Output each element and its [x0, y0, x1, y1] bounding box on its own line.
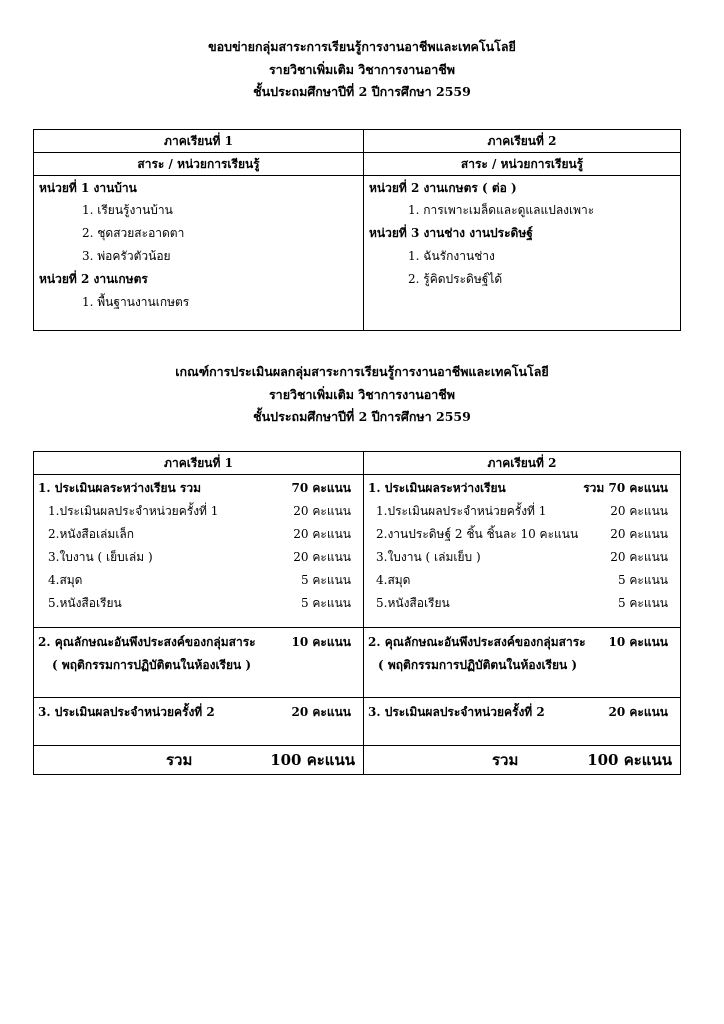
scope-term1-subheader: สาระ / หน่วยการเรียนรู้ [34, 153, 364, 176]
term1-attributes-section [34, 628, 363, 697]
scope-term2-subheader: สาระ / หน่วยการเรียนรู้ [364, 153, 681, 176]
lesson-item: 1. การเพาะเมล็ดและดูแลแปลงเพาะ [408, 203, 595, 217]
term2-total-row [364, 746, 680, 774]
criteria-item-label: 1.ประเมินผลประจำหน่วยครั้งที่ 1 [48, 504, 219, 518]
total-label: รวม [166, 751, 193, 769]
scope-title-line2: รายวิชาเพิ่มเติม วิชาการงานอาชีพ [268, 61, 456, 77]
scope-table [33, 129, 681, 331]
section-title: 3. ประเมินผลประจำหน่วยครั้งที่ 2 [38, 705, 215, 719]
section-score: 10 คะแนน [291, 635, 351, 649]
criteria-table [33, 451, 681, 775]
section-title: 1. ประเมินผลระหว่างเรียน [368, 481, 506, 495]
criteria-item-score: 5 คะแนน [617, 596, 668, 610]
term1-total-row [34, 746, 363, 774]
criteria-term1-header: ภาคเรียนที่ 1 [34, 452, 364, 475]
term2-attributes-section [364, 628, 680, 697]
criteria-item-score: 20 คะแนน [293, 527, 351, 541]
criteria-item-label: 3.ใบงาน ( เย็บเล่ม ) [48, 550, 153, 564]
criteria-title-line3: ชั้นประถมศึกษาปีที่ 2 ปีการศึกษา 2559 [253, 409, 471, 424]
criteria-item-label: 3.ใบงาน ( เล่มเย็บ ) [376, 550, 481, 564]
unit-heading: หน่วยที่ 3 งานช่าง งานประดิษฐ์ [369, 226, 533, 240]
criteria-item-score: 5 คะแนน [617, 573, 668, 587]
criteria-title-line1: เกณฑ์การประเมินผลกลุ่มสาระการเรียนรู้การงานอาชีพและเทคโนโลยี [175, 364, 549, 379]
criteria-item-score: 5 คะแนน [300, 573, 351, 587]
criteria-item-label: 1.ประเมินผลประจำหน่วยครั้งที่ 1 [376, 504, 547, 518]
scope-title [0, 36, 724, 104]
criteria-item-score: 20 คะแนน [610, 504, 668, 518]
term2-unit-test-section [364, 698, 680, 745]
section-score: 70 คะแนน [291, 481, 351, 495]
total-label: รวม [492, 751, 519, 769]
criteria-item-score: 5 คะแนน [300, 596, 351, 610]
criteria-item-label: 2.หนังสือเล่มเล็ก [48, 527, 135, 541]
criteria-title-line2: รายวิชาเพิ่มเติม วิชาการงานอาชีพ [268, 386, 456, 402]
unit-heading: หน่วยที่ 1 งานบ้าน [39, 181, 137, 195]
unit-heading: หน่วยที่ 2 งานเกษตร [39, 272, 148, 286]
section-subtitle: ( พฤติกรรมการปฏิบัติตนในห้องเรียน ) [52, 658, 252, 672]
total-score: 100 คะแนน [270, 751, 355, 769]
lesson-item: 3. พ่อครัวตัวน้อย [82, 249, 171, 263]
total-score: 100 คะแนน [587, 751, 672, 769]
criteria-item-label: 4.สมุด [48, 573, 83, 587]
scope-term2-header: ภาคเรียนที่ 2 [364, 130, 681, 153]
section-score: 20 คะแนน [608, 705, 668, 719]
criteria-item-label: 4.สมุด [376, 573, 411, 587]
lesson-item: 2. ชุดสวยสะอาดตา [82, 226, 185, 240]
term1-unit-test-section [34, 698, 363, 745]
term2-formative-section [364, 475, 680, 627]
section-title: 2. คุณลักษณะอันพึงประสงค์ของกลุ่มสาระ [368, 635, 586, 649]
section-score: รวม 70 คะแนน [583, 481, 668, 495]
criteria-item-score: 20 คะแนน [610, 550, 668, 564]
lesson-item: 1. เรียนรู้งานบ้าน [82, 203, 173, 217]
criteria-item-score: 20 คะแนน [293, 550, 351, 564]
criteria-item-score: 20 คะแนน [293, 504, 351, 518]
unit-heading: หน่วยที่ 2 งานเกษตร ( ต่อ ) [369, 181, 517, 195]
criteria-term2-header: ภาคเรียนที่ 2 [364, 452, 681, 475]
section-title: 1. ประเมินผลระหว่างเรียน รวม [38, 481, 202, 495]
section-score: 10 คะแนน [608, 635, 668, 649]
scope-title-line1: ขอบข่ายกลุ่มสาระการเรียนรู้การงานอาชีพและเทคโนโลยี [208, 39, 516, 54]
term1-formative-section [34, 475, 363, 627]
lesson-item: 2. รู้คิดประดิษฐ์ได้ [408, 272, 503, 286]
criteria-item-label: 5.หนังสือเรียน [48, 596, 122, 610]
criteria-item-score: 20 คะแนน [610, 527, 668, 541]
lesson-item: 1. พื้นฐานงานเกษตร [82, 295, 190, 309]
criteria-title [0, 361, 724, 429]
criteria-item-label: 5.หนังสือเรียน [376, 596, 450, 610]
section-subtitle: ( พฤติกรรมการปฏิบัติตนในห้องเรียน ) [378, 658, 578, 672]
section-title: 3. ประเมินผลประจำหน่วยครั้งที่ 2 [368, 705, 545, 719]
scope-term1-header: ภาคเรียนที่ 1 [34, 130, 364, 153]
scope-term1-content [34, 176, 363, 330]
scope-term2-content [364, 176, 680, 330]
section-score: 20 คะแนน [291, 705, 351, 719]
section-title: 2. คุณลักษณะอันพึงประสงค์ของกลุ่มสาระ [38, 635, 256, 649]
scope-title-line3: ชั้นประถมศึกษาปีที่ 2 ปีการศึกษา 2559 [253, 84, 471, 99]
criteria-item-label: 2.งานประดิษฐ์ 2 ชิ้น ชิ้นละ 10 คะแนน [376, 527, 579, 541]
lesson-item: 1. ฉันรักงานช่าง [408, 249, 495, 263]
